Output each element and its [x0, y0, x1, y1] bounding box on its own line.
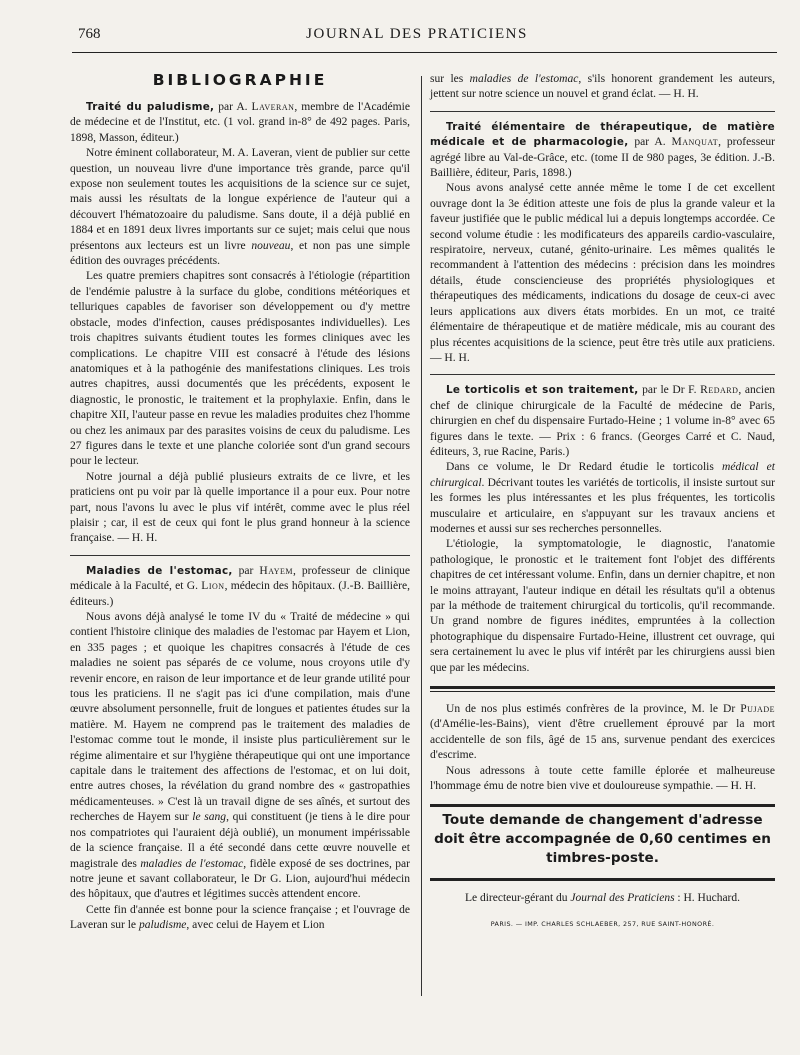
journal-title: JOURNAL DES PRATICIENS: [306, 26, 528, 42]
review-laveran-citation: Traité du paludisme, par A. Laveran, membre de l'Académie de médecine et de l'Institut, etc. (1 vol. grand in-8° de 492 pages. Paris, 1898, Masson, éditeur.): [70, 101, 410, 144]
obituary-rule: [430, 686, 775, 689]
header-rule: [72, 52, 777, 53]
author-name: Redard: [700, 384, 739, 397]
author-name: Hayem: [259, 564, 294, 577]
obituary-paragraph: Un de nos plus estimés confrères de la province, M. le Dr Pujade (d'Amélie-les-Bains), vient d'être cruellement éprouvé par la mort accidentelle de son fils, âgé de 15 ans, survenue pendant des exercices d'escrime.: [430, 703, 775, 762]
obituary-rule-thin: [430, 691, 775, 692]
review-separator: [430, 111, 775, 112]
review-manquat-citation: Traité élémentaire de thérapeutique, de matière médicale et de pharmacologie, par A. Manquat, professeur agrégé libre au Val-de-Grâce, etc. (tome II de 980 pages, 3e édition. J.-B. Baillière, éditeur, Paris, 1898.): [430, 120, 776, 180]
author-name: Laveran: [251, 101, 295, 113]
review-separator: [70, 555, 410, 556]
review-paragraph: Dans ce volume, le Dr Redard étudie le torticolis médical et chirurgical. Décrivant toutes les variétés de torticolis, il insiste surtout sur les formes les plus intéressantes et les plus fréquentes, les torticolis musculaire et articulaire, en s'appuyant sur les travaux anciens et modernes et aussi sur ses recherches personnelles.: [430, 461, 775, 535]
review-paragraph: L'étiologie, la symptomatologie, le diagnostic, l'anatomie pathologique, le pronostic et le traitement font l'objet des différents chapitres de cet intéressant volume. Enfin, dans un dernier chapitre, et non le moins attrayant, l'auteur indique en détail les résultats qu'il a obtenus par la méthode de traitement chirurgical du torticolis, qu'il recommande. Un grand nombre de figures inédites, empruntées à la collection photographique du dispensaire Furtado-Heine, illustrent cet ouvrage, qui sera certainement lu avec le plus vif intérêt par les chirurgiens aussi bien que par les médecins.: [430, 538, 775, 674]
book-title: Traité du paludisme,: [86, 101, 215, 113]
section-title: BIBLIOGRAPHIE: [152, 71, 328, 89]
book-title: Maladies de l'estomac,: [86, 564, 233, 577]
notice-rule-bottom: [430, 878, 775, 881]
review-paragraph: Les quatre premiers chapitres sont consacrés à l'étiologie (répartition de l'endémie palustre à la surface du globe, conditions météoriques et telluriques capables de favoriser son développement ou d'y mettre obstacle, modes d'infection, causes prédisposantes individuelles). Les trois chapitres suivants étudient toutes les formes cliniques avec les complications. Le chapitre VIII est consacré à l'étude des lésions anatomiques et à la pathogénie des manifestations cliniques. Les trois autres chapitres, aussi documentés que les précédents, exposent le diagnostic, le pronostic, le traitement et la prophylaxie. Enfin, dans le chapitre XII, l'auteur passe en revue les maladies produites chez l'homme ou chez les animaux par des parasites voisins de ceux du paludisme. Les 27 figures dans le texte et une planche coloriée sont d'un grand secours pour le lecteur.: [70, 270, 410, 468]
review-paragraph: Notre journal a déjà publié plusieurs extraits de ce livre, et les praticiens ont pu voir par là quelle importance il a pour eux. Pour notre part, nous l'avons lu avec le plus vif intérêt, comme avec le plus réel plaisir ; car, il est de ceux qui font le plus grand honneur à la science française. — H. H.: [70, 470, 410, 545]
author-name: Lion: [201, 580, 225, 593]
review-paragraph: Nous avons analysé cette année même le tome I de cet excellent ouvrage dont la 3e édition atteste une fois de plus la grande valeur et la faveur justifiée que le public médical lui a depuis longtemps accordée. Ce second volume étudie : les modificateurs des appareils cardio-vasculaire, respiratoire, nerveux, cutané, génito-urinaire. Les mêmes qualités le recommandent à l'attention des médecins : précision dans les moindres détails, étude consciencieuse des propriétés physiologiques et thérapeutiques des médicaments, indications du dosage de ceux-ci avec leurs applications aux divers états morbides. En un mot, ce traité élémentaire de thérapeutique et de matière médicale, mis au courant des plus récentes acquisitions de la science, peut être très utile aux praticiens. — H. H.: [430, 182, 775, 364]
notice-rule-top: [430, 804, 775, 807]
page-number: 768: [78, 26, 101, 42]
review-paragraph: Notre éminent collaborateur, M. A. Laveran, vient de publier sur cette question, un nouveau livre d'une importance très grande, parce qu'il expose non seulement toutes les acquisitions de la science sur ce sujet, mais aussi les résultats de la longue expérience de l'auteur qui a découvert l'hématozoaire du paludisme. Sans doute, il a déjà publié en 1884 et en 1891 deux livres importants sur ce sujet; mais celui que nous présentons aux lecteurs est un livre nouveau, et non pas une simple édition des ouvrages précédents.: [70, 147, 411, 268]
right-column: [430, 72, 775, 932]
left-column: [70, 70, 410, 934]
review-paragraph: Nous avons déjà analysé le tome IV du « Traité de médecine » qui contient l'histoire clinique des maladies de l'estomac par Hayem et Lion, en 335 pages ; et quoique les chapitres consacrés à l'étude de ces maladies ne soient pas séparés de ce volume, nous croyons utile d'y revenir encore, en raison de leur importance et de leur grande utilité pour tous les praticiens. Il ne s'agit pas ici d'une compilation, mais d'une œuvre absolument personnelle, fruit de longues et patientes études sur la matière. M. Hayem ne comprend pas le traitement des maladies de l'estomac comme tout le monde, il insiste plus particulièrement sur le régime alimentaire et sur l'hygiène thérapeutique qui ont une importance capitale dans le traitement des affections de l'estomac, et on lui doit, entre autres choses, la révélation du grand nombre des « gastropathies médicamenteuses. » C'est là un travail digne de ses aînés, et surtout des recherches de Hayem sur le sang, qui constituent (je tiens à le dire pour nos compatriotes qui l'auraient déjà oublié), un monument impérissable de la science française. Il a été secondé dans cette œuvre nouvelle et magistrale des maladies de l'estomac, fidèle exposé de ses doctrines, par notre jeune et savant collaborateur, le Dr G. Lion, aujourd'hui médecin des hôpitaux, que d'autres et légitimes succès attendent encore.: [70, 611, 411, 901]
review-paragraph: Cette fin d'année est bonne pour la science française ; et l'ouvrage de Laveran sur le paludisme, avec celui de Hayem et Lion: [70, 903, 410, 932]
review-hayem-citation: Maladies de l'estomac, par Hayem, professeur de clinique médicale à la Faculté, et G. Lion, médecin des hôpitaux. (J.-B. Baillière, éditeurs.): [70, 564, 411, 608]
printer-imprint: PARIS. — IMP. CHARLES SCHLAEBER, 257, RUE SAINT-HONORÉ.: [490, 919, 715, 928]
obituary-paragraph: Nous adressons à toute cette famille éplorée et malheureuse l'hommage ému de notre bien vive et douloureuse sympathie. — H. H.: [430, 764, 775, 793]
column-divider: [421, 76, 422, 996]
author-name: Manquat: [671, 136, 719, 149]
director-line: Le directeur-gérant du Journal des Praticiens : H. Huchard.: [464, 892, 741, 905]
address-change-notice: Toute demande de changement d'adresse doit être accompagnée de 0,60 centimes en timbres-poste.: [434, 812, 771, 867]
review-redard-citation: Le torticolis et son traitement, par le Dr F. Redard, ancien chef de clinique chirurgicale de la Faculté de médecine de Paris, chirurgien en chef du dispensaire Furtado-Heine ; 1 volume in-8° avec 65 figures dans le texte. — Prix : 6 francs. (Georges Carré et C. Naud, éditeurs, 3, rue Racine, Paris.): [430, 384, 776, 458]
book-title: Le torticolis et son traitement,: [446, 384, 639, 397]
review-continuation: sur les maladies de l'estomac, s'ils honorent grandement les auteurs, jettent sur notre science un nouvel et grand éclat. — H. H.: [430, 73, 775, 101]
page-header: [72, 26, 762, 46]
review-separator: [430, 374, 775, 375]
book-title: Traité élémentaire de thérapeutique, de matière médicale et de pharmacologie,: [430, 120, 775, 149]
